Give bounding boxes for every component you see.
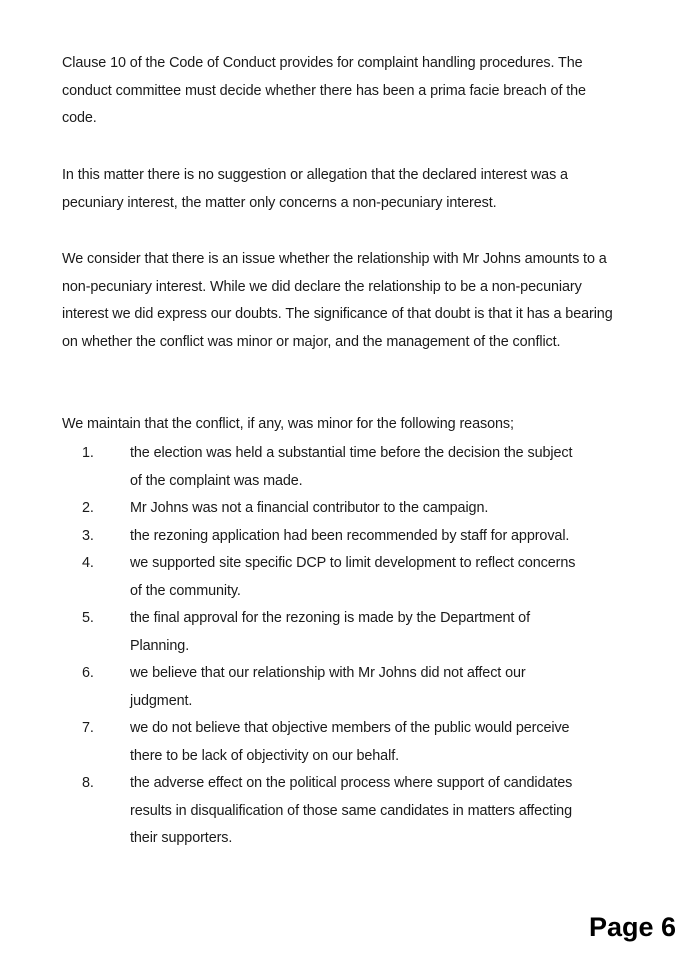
list-item: [62, 440, 622, 495]
paragraph-relationship-issue: We consider that there is an issue whether the relationship with Mr Johns amounts to a non-pecuniary interest. While we did declare the relationship to be a non-pecuniary interest we did express our doubts. The significance of that doubt is that it has a bearing on whether the conflict was minor or major, and the management of the conflict.: [62, 251, 613, 350]
list-item-text: Mr Johns was not a financial contributor to the campaign.: [130, 500, 489, 516]
list-item: [62, 550, 622, 605]
list-item: [62, 605, 622, 660]
list-item: [62, 495, 622, 523]
paragraph-non-pecuniary: In this matter there is no suggestion or allegation that the declared interest was a pecuniary interest, the matter only concerns a non-pecuniary interest.: [62, 167, 568, 211]
paragraph-reasons-intro: We maintain that the conflict, if any, was minor for the following reasons;: [62, 416, 514, 432]
list-item: [62, 523, 622, 551]
list-item-text: we do not believe that objective members of the public would perceive there to be lack of objectivity on our behalf.: [130, 720, 570, 764]
list-item: [62, 660, 622, 715]
list-item-number: 1.: [82, 445, 94, 461]
reasons-list: [62, 440, 622, 853]
page-number: Page 6: [588, 912, 676, 942]
list-item: [62, 715, 622, 770]
paragraph-complaint-procedure: Clause 10 of the Code of Conduct provides for complaint handling procedures. The conduct committee must decide whether there has been a prima facie breach of the code.: [62, 55, 586, 126]
list-item: [62, 770, 622, 853]
list-item-number: 3.: [82, 527, 94, 544]
list-item-text: the rezoning application had been recommended by staff for approval.: [130, 527, 570, 544]
list-item-number: 2.: [82, 500, 94, 516]
list-item-text: the election was held a substantial time before the decision the subject of the complaint was made.: [130, 445, 573, 489]
list-item-text: the final approval for the rezoning is made by the Department of Planning.: [130, 610, 530, 654]
list-item-text: the adverse effect on the political process where support of candidates results in disqualification of those same candidates in matters affecting their supporters.: [130, 775, 573, 846]
list-item-number: 6.: [82, 665, 94, 681]
list-item-text: we supported site specific DCP to limit development to reflect concerns of the community.: [130, 555, 576, 599]
list-item-number: 7.: [82, 720, 94, 736]
list-item-number: 8.: [82, 775, 94, 791]
list-item-text: we believe that our relationship with Mr Johns did not affect our judgment.: [130, 665, 526, 709]
list-item-number: 4.: [82, 555, 94, 571]
list-item-number: 5.: [82, 610, 94, 626]
